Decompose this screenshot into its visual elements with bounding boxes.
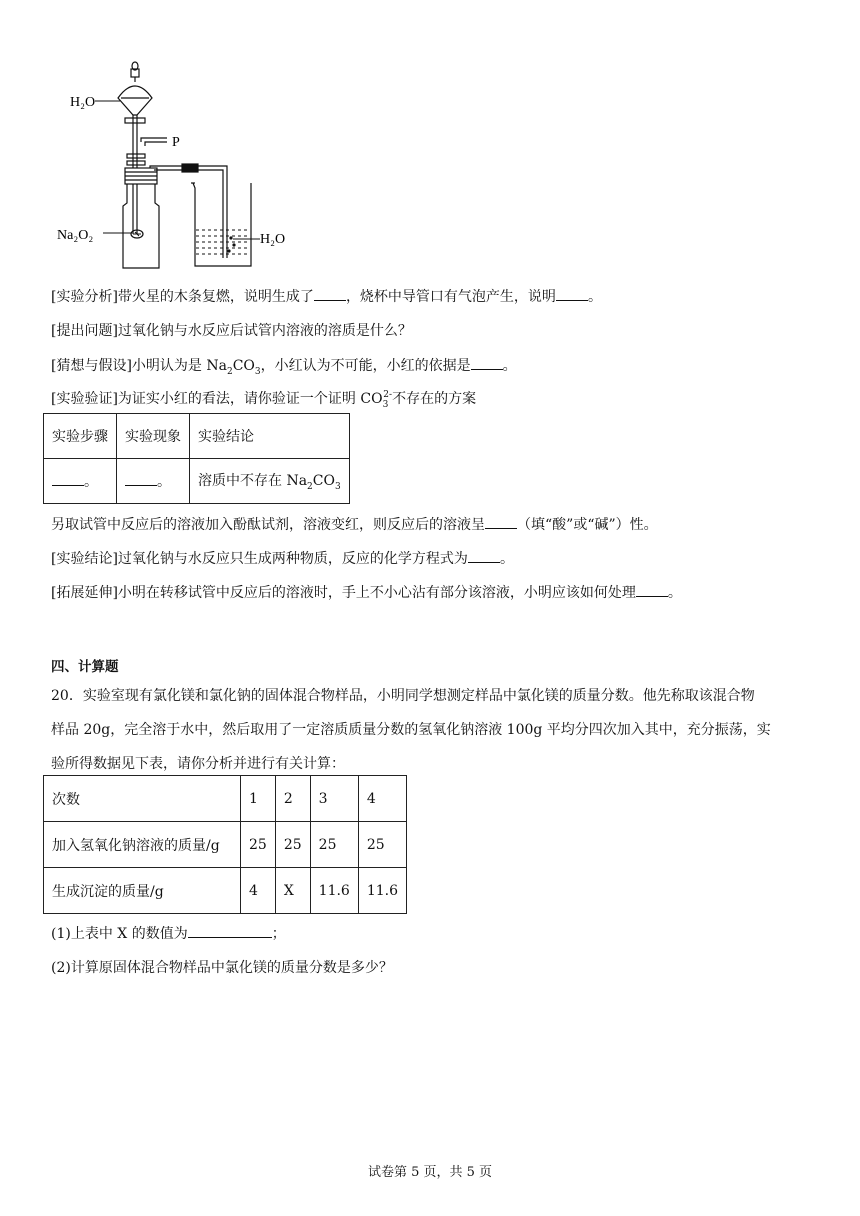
table-cell: 。 [117, 459, 190, 504]
analysis-line: [实验分析]带火星的木条复燃，说明生成了 ，烧杯中导管口有气泡产生，说明 。 [51, 289, 602, 305]
table-cell: 3 [310, 776, 358, 822]
table-row [44, 776, 407, 822]
apparatus-diagram [55, 58, 305, 270]
table-cell: 溶质中不存在 $Na_2CO_3$ [190, 459, 350, 504]
hypothesis-line: [猜想与假设]小明认为是 $Na_2CO_3$，小红认为不可能，小红的依据是 。 [51, 358, 517, 377]
table-cell: 加入氢氧化钠溶液的质量/g [44, 822, 241, 868]
table-cell: 2 [275, 776, 310, 822]
q20-line: 20．实验室现有氯化镁和氯化钠的固体混合物样品，小明同学想测定样品中氯化镁的质量分数。他先称取该混合物 [51, 688, 755, 704]
table-cell: 25 [358, 822, 406, 868]
table-row [44, 868, 407, 914]
table-cell: 25 [241, 822, 276, 868]
subquestion-2: (2)计算原固体混合物样品中氯化镁的质量分数是多少？ [51, 960, 393, 976]
answer-blank[interactable] [556, 288, 588, 301]
answer-blank[interactable] [468, 550, 500, 563]
answer-blank[interactable] [52, 473, 84, 486]
answer-blank[interactable] [471, 357, 503, 370]
answer-blank[interactable] [188, 925, 272, 938]
experiment-table [43, 413, 350, 504]
verification-line: [实验验证]为证实小红的看法，请你验证一个证明 $CO_3^{2-}$不存在的方案 [51, 390, 477, 410]
q20-line: 样品 20g，完全溶于水中，然后取用了一定溶质质量分数的氢氧化钠溶液 100g 平均分四次加入其中，充分振荡，实 [51, 722, 771, 738]
answer-blank[interactable] [314, 288, 346, 301]
table-cell: 1 [241, 776, 276, 822]
table-row [44, 822, 407, 868]
table-cell: 25 [310, 822, 358, 868]
q20-line: 验所得数据见下表，请你分析并进行有关计算： [51, 756, 345, 772]
label-h2o-funnel: H₂O [70, 95, 96, 110]
answer-blank[interactable] [125, 473, 157, 486]
table-cell: 次数 [44, 776, 241, 822]
table-row [44, 459, 350, 504]
subquestion-1: (1)上表中 X 的数值为 ； [51, 926, 286, 942]
section-title: 四、计算题 [51, 659, 119, 675]
table-cell: 。 [44, 459, 117, 504]
answer-blank[interactable] [636, 584, 668, 597]
label-na2o2: Na₂O₂ [57, 228, 94, 243]
conclusion-line: [实验结论]过氧化钠与水反应只生成两种物质，反应的化学方程式为 。 [51, 551, 514, 567]
question-line: [提出问题]过氧化钠与水反应后试管内溶液的溶质是什么？ [51, 323, 412, 339]
table-cell: 25 [275, 822, 310, 868]
page-footer: 试卷第 5 页，共 5 页 [367, 1165, 493, 1180]
table-header-cell: 实验步骤 [44, 414, 117, 459]
answer-blank[interactable] [485, 516, 517, 529]
table-cell: 生成沉淀的质量/g [44, 868, 241, 914]
table-cell: 11.6 [358, 868, 406, 914]
label-h2o-beaker: H₂O [260, 232, 286, 247]
table-header-cell: 实验结论 [190, 414, 350, 459]
table-cell: 11.6 [310, 868, 358, 914]
table-header-cell: 实验现象 [117, 414, 190, 459]
table-cell: 4 [241, 868, 276, 914]
table-cell: X [275, 868, 310, 914]
label-p: P [172, 135, 180, 150]
extension-line: [拓展延伸]小明在转移试管中反应后的溶液时，手上不小心沾有部分该溶液，小明应该如何处理 。 [51, 585, 682, 601]
table-cell: 4 [358, 776, 406, 822]
phenolphthalein-line: 另取试管中反应后的溶液加入酚酞试剂，溶液变红，则反应后的溶液呈 （填“酸”或“碱”）性。 [51, 517, 658, 533]
data-table [43, 775, 407, 914]
table-row [44, 414, 350, 459]
